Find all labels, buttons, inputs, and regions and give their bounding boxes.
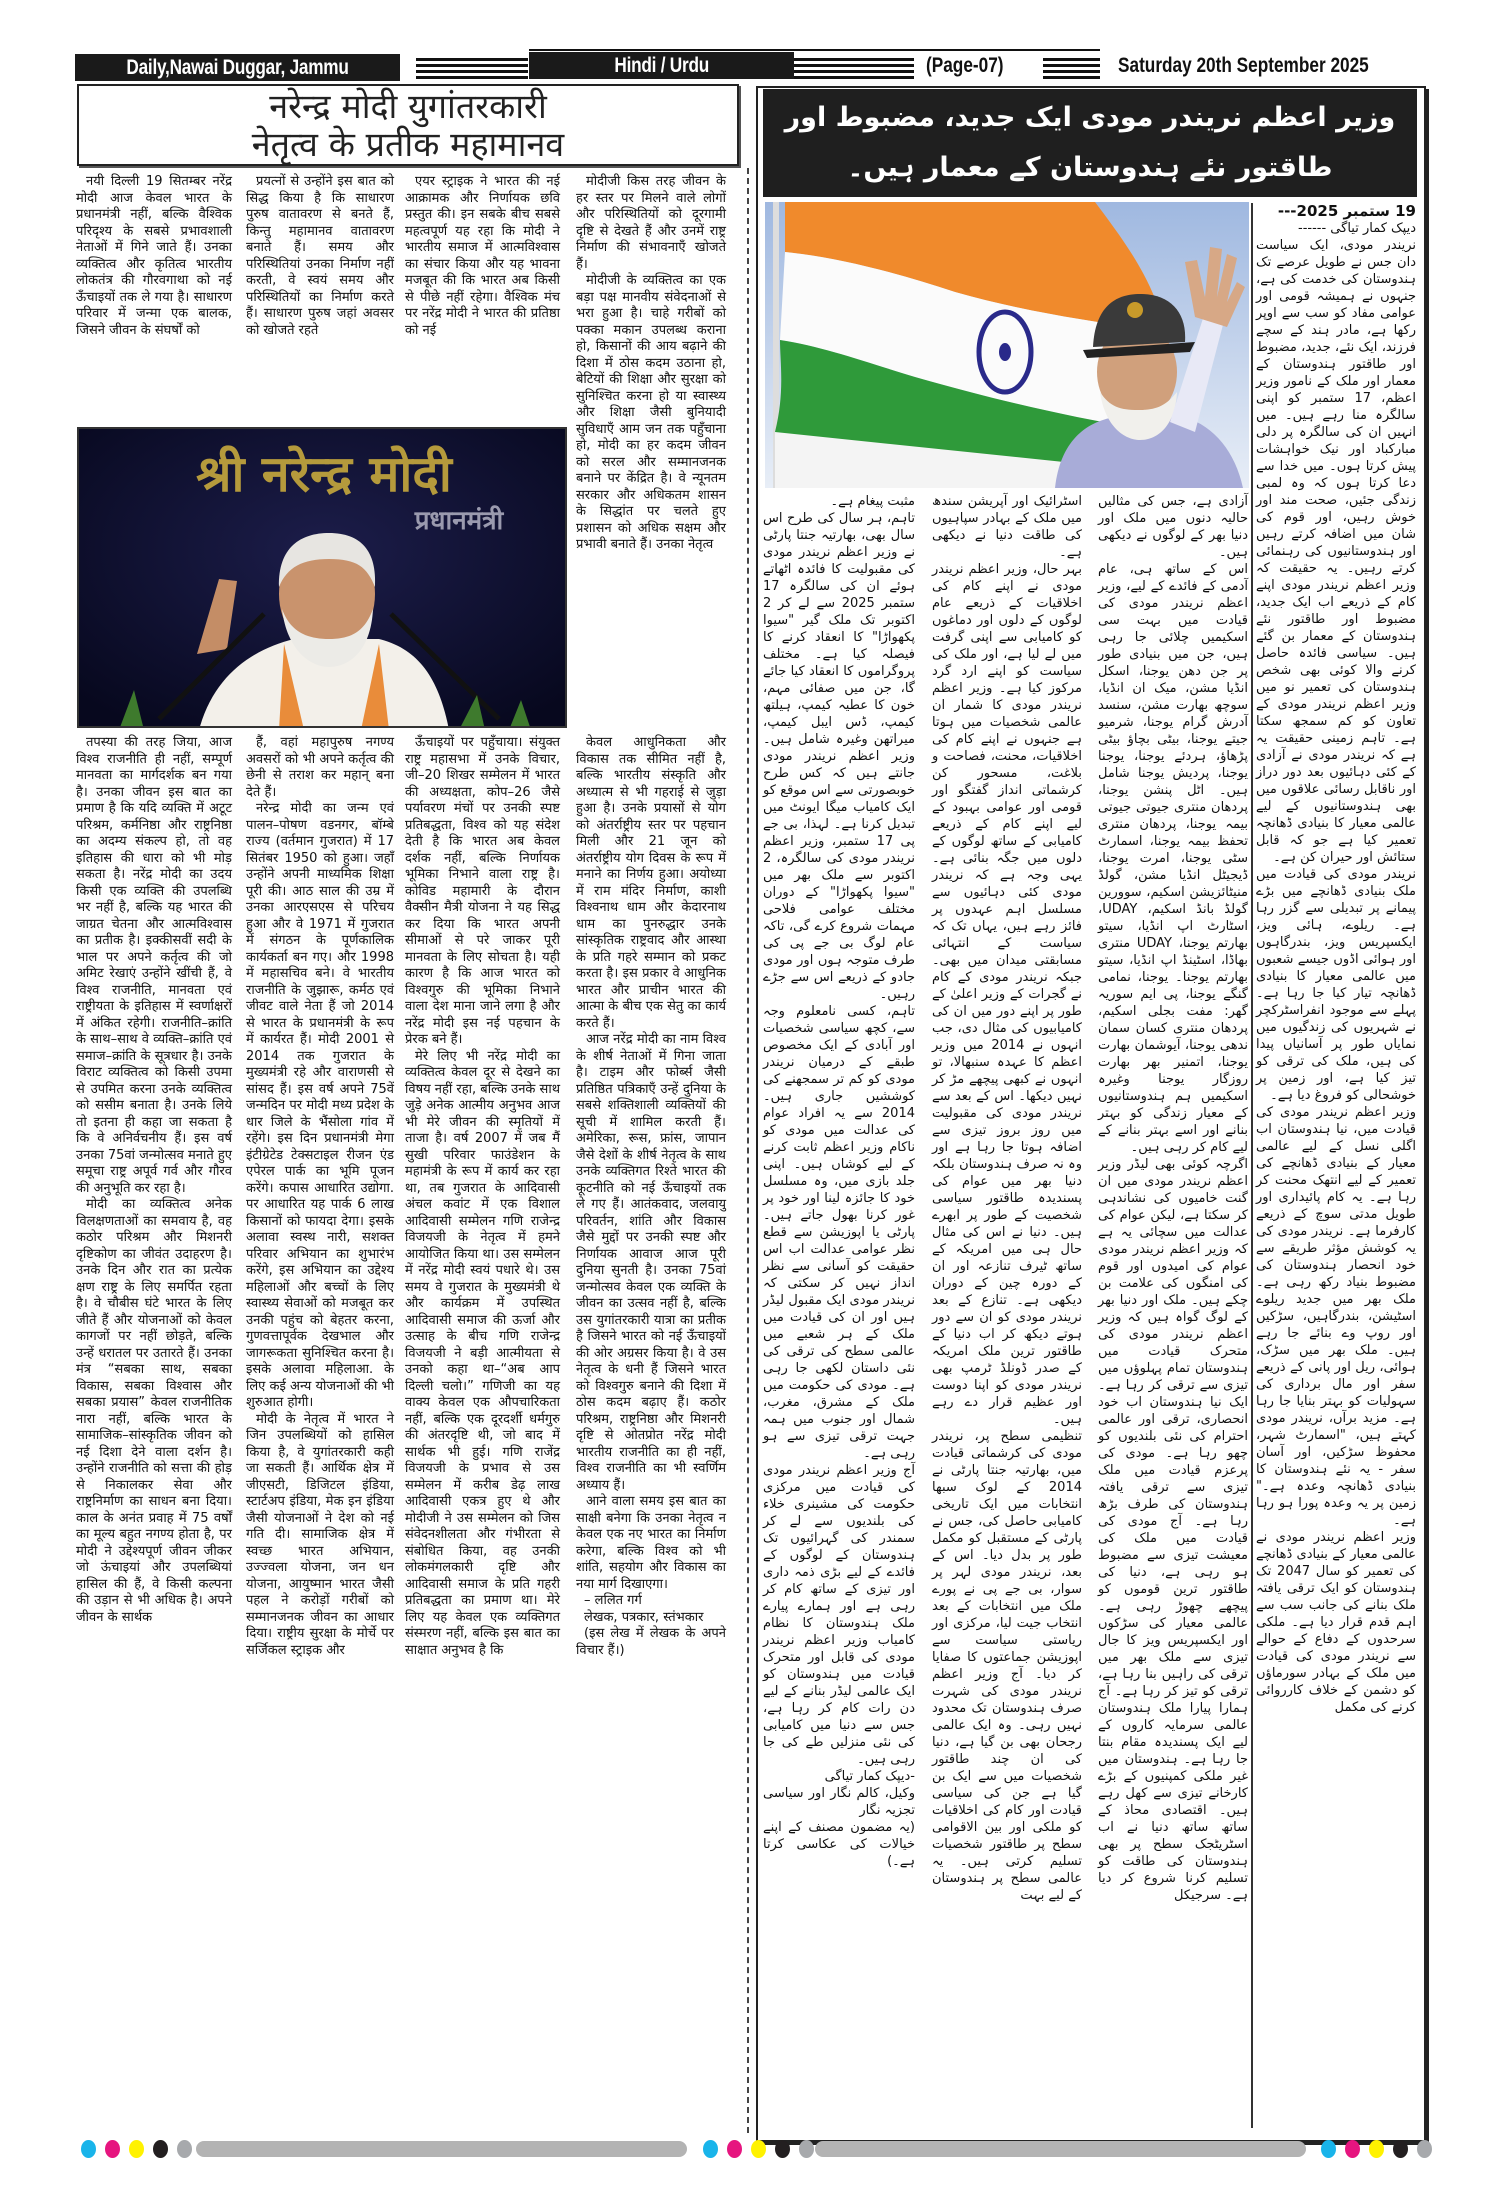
newspaper-name: Daily,Nawai Duggar, Jammu: [75, 54, 400, 81]
paragraph: اسٹرائیک اور آپریشن سندھ میں ملک کے بہادر سپاہیوں کی طاقت دنیا نے دیکھی ہے۔: [932, 494, 1082, 560]
hindi-column-6: [246, 735, 394, 1659]
urdu-dateline: 19 ستمبر 2025---: [1277, 202, 1416, 220]
paragraph: اگرچہ کوئی بھی لیڈر وزیر اعظم نریندر مودی میں ان گنت خامیوں کی نشاندہی کر سکتا ہے، لیکن عوام کی عدالت میں سچائی یہ ہے کہ وزیر اعظم نریندر مودی عوام کی امیدوں اور قوم کی امنگوں کی علامت بن چکے ہیں۔ ملک اور دنیا بھر کے لوگ گواہ ہیں کہ وزیر اعظم نریندر مودی کی متحرک قیادت میں ہندوستان تمام پہلوؤں میں تیزی سے ترقی کر رہا ہے۔ ایک نیا ہندوستان اب خود انحصاری، ترقی اور عالمی احترام کی نئی بلندیوں کو چھو رہا ہے۔ مودی کی پرعزم قیادت میں ملک تیزی سے ترقی یافتہ ہندوستان کی طرف بڑھ رہا ہے۔ آج مودی کی قیادت میں ملک کی معیشت تیزی سے مضبوط ہو رہی ہے، دنیا کی طاقتور ترین قوموں کو پیچھے چھوڑ رہی ہے۔ عالمی معیار کی سڑکوں اور ایکسپریس ویز کا جال تیزی سے ملک بھر میں ترقی کی راہیں بنا رہا ہے، ترقی کو تیز کر رہا ہے۔ آج ہمارا پیارا ملک ہندوستان عالمی سرمایہ کاروں کے لیے ایک پسندیدہ مقام بنتا جا رہا ہے۔ ہندوستان میں غیر ملکی کمپنیوں کے بڑے کارخانے تیزی سے کھل رہے ہیں۔ اقتصادی محاذ کے ساتھ ساتھ دنیا نے اب اسٹریٹجک سطح پر بھی ہندوستان کی طاقت کو تسلیم کرنا شروع کر دیا ہے۔ سرجیکل: [1098, 1157, 1248, 1903]
registration-dot: [799, 2140, 814, 2158]
paragraph: मोदीजी के व्यक्तित्व का एक बड़ा पक्ष मानवीय संवेदनाओं से भरा हुआ है। चाहे गरीबों को पक्का मकान उपलब्ध कराना हो, किसानों की आय बढ़ाने की दिशा में ठोस कदम उठाना हो, बेटियों की शिक्षा और सुरक्षा को सुनिश्चित करना हो या स्वास्थ्य और शिक्षा जैसी बुनियादी सुविधाएँ आम जन तक पहुँचाना हो, मोदी का हर कदम जीवन को सरल और सम्मानजनक बनाने पर केंद्रित है। वे न्यूनतम सरकार और अधिकतम शासन के सिद्धांत पर चलते हुए प्रशासन को अधिक सक्षम और प्रभावी बनाते हैं। उनका नेतृत्व: [576, 273, 726, 552]
urdu-headline: [763, 89, 1417, 197]
issue-date: Saturday 20th September 2025: [1118, 54, 1369, 77]
paragraph: نریندر مودی کی قیادت میں ملک بنیادی ڈھانچے میں بڑے پیمانے پر تبدیلی سے گزر رہا ہے۔ ریلوے، ہائی ویز، ایکسپریس ویز، بندرگاہوں اور ہوائی اڈوں جیسے شعبوں میں عالمی معیار کا بنیادی ڈھانچہ تیار کیا جا رہا ہے۔ پہلے سے موجود انفراسٹرکچر نے شہریوں کی زندگیوں میں نمایاں طور پر آسانیاں پیدا کی ہیں، ملک کی ترقی کو تیز کیا ہے، اور زمین پر خوشحالی کو فروغ دیا ہے۔: [1256, 867, 1416, 1103]
edition-label: Hindi / Urdu: [529, 52, 794, 79]
urdu-headline-line-2: طاقتور نئے ہندوستان کے معمار ہیں۔: [847, 152, 1333, 183]
registration-dot: [81, 2140, 96, 2158]
paragraph: नयी दिल्ली 19 सितम्बर नरेंद्र मोदी आज केवल भारत के प्रधानमंत्री नहीं, बल्कि वैश्विक परिदृश्य के सबसे प्रभावशाली नेताओं में गिने जाते हैं। उनका व्यक्तित्व और कृतित्व भारतीय लोकतंत्र की गौरवगाथा को नई ऊँचाइयों तक ले गया है। साधारण परिवार में जन्मा एक बालक, जिसने जीवन के संघर्षों को: [76, 174, 232, 338]
registration-bar: [815, 2141, 1306, 2157]
hindi-column-1: [76, 174, 232, 339]
urdu-column-2: [932, 493, 1082, 1904]
paragraph: प्रयत्नों से उन्होंने इस बात को सिद्ध किया है कि साधारण पुरुष वातावरण से बनते हैं, किन्तु महामानव वातावरण बनाते हैं। समय और परिस्थितियां उनका निर्माण नहीं करती, वे स्वयं समय और परिस्थितियों का निर्माण करते हैं। साधारण पुरुष जहां अवसर को खोजते रहते: [246, 174, 394, 338]
hindi-column-3: [405, 174, 560, 339]
registration-dot: [727, 2140, 742, 2158]
paragraph: وزیر اعظم نریندر مودی نے عالمی معیار کے بنیادی ڈھانچے کی تعمیر کو سال 2047 تک ہندوستان کو ایک ترقی یافتہ ملک بنانے کی جانب سب سے اہم قدم قرار دیا ہے۔ ملکی سرحدوں کے دفاع کے حوالے سے نریندر مودی کی قیادت میں ملک کے بہادر سورماؤں کو دشمن کے خلاف کارروائی کرنے کی مکمل: [1256, 1530, 1416, 1715]
column-divider: [1251, 203, 1253, 2128]
header-rule: [416, 58, 528, 79]
paragraph: آج وزیر اعظم نریندر مودی کی قیادت میں مرکزی حکومت کی مشینری خلاء کی بلندیوں سے لے کر سمندر کی گہرائیوں تک ہندوستان کے لوگوں کے فائدے کے لیے بڑی ذمہ داری اور تیزی کے ساتھ کام کر رہی ہے اور ہمارے پیارے ملک ہندوستان کا نظام کامیاب وزیر اعظم نریندر مودی کی قابل اور متحرک قیادت میں ہندوستان کو ایک عالمی لیڈر بنانے کے لیے دن رات کام کر رہا ہے، جس سے دنیا میں کامیابی کی نئی منزلیں طے کی جا رہی ہیں۔: [763, 1463, 915, 1767]
registration-dot: [129, 2140, 144, 2158]
hindi-column-7: [405, 735, 560, 1659]
hindi-headline-line-2: नेतृत्व के प्रतीक महामानव: [251, 125, 565, 165]
paragraph: आने वाला समय इस बात का साक्षी बनेगा कि उनका नेतृत्व न केवल एक नए भारत का निर्माण करेगा, बल्कि विश्व को भी शांति, सहयोग और विकास का नया मार्ग दिखाएगा।: [576, 1494, 726, 1592]
registration-bar: [196, 2141, 687, 2157]
hindi-column-8: [576, 735, 726, 1659]
registration-dot: [1321, 2140, 1336, 2158]
paragraph: तपस्या की तरह जिया, आज विश्व राजनीति ही नहीं, सम्पूर्ण मानवता का मार्गदर्शक बन गया है। उनका जीवन इस बात का प्रमाण है कि यदि व्यक्ति में अटूट परिश्रम, कर्मनिष्ठा और राष्ट्रनिष्ठा का अदम्य संकल्प हो, तो वह इतिहास की धारा को भी मोड़ सकता है। नरेंद्र मोदी का उदय किसी एक व्यक्ति की उपलब्धि भर नहीं है, बल्कि यह भारत की जाग्रत चेतना और आत्मविश्वास का प्रतीक है। इक्कीसवीं सदी के भाल पर अपने कर्तृत्व की जो अमिट रेखाएं उन्होंने खींची हैं, वे विश्व राजनीति, मानवता एवं राष्ट्रीयता के इतिहास में स्वर्णाक्षरों में अंकित रहेगी। राजनीति–क्रांति के साथ–साथ वे व्यक्ति–क्रांति एवं समाज–क्रांति के सूत्रधार है। उनके विराट व्यक्तित्व को किसी उपमा से उपमित करना उनके व्यक्तित्व को ससीम बनाता है। उनके लिये तो इतना ही कहा जा सकता है कि वे अनिर्वचनीय हैं। इस वर्ष उनका 75वां जन्मोत्सव मनाते हुए समूचा राष्ट्र अपूर्व गर्व और गौरव की अनुभूति कर रहा है।: [76, 735, 232, 1196]
hindi-column-5: [76, 735, 232, 1626]
urdu-author: -دیپک کمار تیاگی: [824, 1769, 915, 1784]
registration-dot: [703, 2140, 718, 2158]
paragraph: एयर स्ट्राइक ने भारत की नई आक्रामक और निर्णायक छवि प्रस्तुत की। इन सबके बीच सबसे महत्वपूर्ण यह रहा कि मोदी ने भारतीय समाज में आत्मविश्वास का संचार किया और यह भावना मजबूत की कि भारत अब किसी से पीछे नहीं रहेगा। वैश्विक मंच पर नरेंद्र मोदी ने भारत की प्रतिष्ठा को नई: [405, 174, 560, 338]
registration-dot: [153, 2140, 168, 2158]
paragraph: آزادی ہے، جس کی مثالیں حالیہ دنوں میں ملک اور دنیا بھر کے لوگوں نے دیکھی ہیں۔: [1098, 494, 1248, 560]
paragraph: नरेन्द्र मोदी का जन्म एवं पालन–पोषण वडनगर, बॉम्बे राज्य (वर्तमान गुजरात) में 17 सितंबर 1950 को हुआ। जहाँ उन्होंने अपनी माध्यमिक शिक्षा पूरी की। आठ साल की उम्र में उनका आरएसएस से परिचय हुआ और वे 1971 में गुजरात में संगठन के पूर्णकालिक कार्यकर्ता बन गए। और 1998 में महासचिव बने। वे भारतीय राजनीति के जुझारू, कर्मठ एवं जीवट वाले नेता हैं जो 2014 से भारत के प्रधानमंत्री के रूप में कार्यरत हैं। मोदी 2001 से 2014 तक गुजरात के मुख्यमंत्री रहे और वाराणसी से सांसद हैं। इस वर्ष अपने 75वें जन्मदिन पर मोदी मध्य प्रदेश के धार जिले के भैंसोला गांव में रहेंगे। इस दिन प्रधानमंत्री मेगा इंटीग्रेटेड टेक्सटाइल रीजन एंड एपेरल पार्क का भूमि पूजन करेंगे। कपास आधारित उद्योगा. पर आधारित यह पार्क 6 लाख किसानों को फायदा देगा। इसके अलावा स्वस्थ नारी, सशक्त परिवार अभियान का शुभारंभ करेंगे, इस अभियान का उद्देश्य महिलाओं और बच्चों के लिए स्वास्थ्य सेवाओं को मजबूत कर उनकी पहुंच को बेहतर करना, गुणवत्तापूर्वक देखभाल और जागरूकता सुनिश्चित करना है। इसके अलावा महिलाआ. के लिए कई अन्य योजनाओं की भी शुरुआत होगी।: [246, 801, 394, 1410]
registration-dot: [1393, 2140, 1408, 2158]
photo-subbanner-text: प्रधानमंत्री: [414, 506, 504, 536]
registration-dot: [1369, 2140, 1384, 2158]
hindi-author: – ललित गर्ग: [584, 1593, 642, 1608]
registration-dot: [1417, 2140, 1432, 2158]
urdu-column-3: [763, 493, 915, 1870]
paragraph: केवल आधुनिकता और विकास तक सीमित नहीं है, बल्कि भारतीय संस्कृति और अध्यात्म से भी गहराई से जुड़ा हुआ है। उनके प्रयासों से योग को अंतर्राष्ट्रीय स्तर पर पहचान मिली और 21 जून को अंतर्राष्ट्रीय योग दिवस के रूप में मनाने का निर्णय हुआ। अयोध्या में राम मंदिर निर्माण, काशी विश्वनाथ धाम और केदारनाथ धाम का पुनरुद्धार उनके सांस्कृतिक राष्ट्रवाद और आस्था के प्रति गहरे सम्मान को प्रकट करता है। इस प्रकार वे आधुनिक भारत और प्राचीन भारत की आत्मा के बीच एक सेतु का कार्य करते हैं।: [576, 735, 726, 1031]
photo-banner-text: श्री नरेन्द्र मोदी: [196, 445, 452, 503]
hindi-headline: [77, 84, 739, 166]
urdu-article-photo: [765, 202, 1249, 488]
paragraph: بہر حال، وزیر اعظم نریندر مودی نے اپنے کام کی اخلاقیات کے ذریعے عام لوگوں کے دلوں اور دماغوں کو کامیابی سے اپنی گرفت میں لے لیا ہے، اور ملک کی سیاست کو اپنے ارد گرد مرکوز کیا ہے۔ وزیر اعظم نریندر مودی کا شمار ان عالمی شخصیات میں ہوتا ہے جنہوں نے اپنے کام کی اخلاقیات، محنت، فصاحت و بلاغت، مسحور کن کرشماتی انداز گفتگو اور قومی اور عوامی بہبود کے لیے اپنے کام کے ذریعے کامیابی کے ساتھ لوگوں کے دلوں میں جگہ بنائی ہے۔ یہی وجہ ہے کہ نریندر مودی کئی دہائیوں سے مسلسل اہم عہدوں پر فائز رہے ہیں، یہاں تک کہ سیاست کے انتہائی مسابقتی میدان میں بھی۔ جبکہ نریندر مودی کے کام نے گجرات کے وزیر اعلیٰ کے طور پر اپنے دور میں ان کی کامیابیوں کی مثال دی، جب انہوں نے 2014 میں وزیر اعظم کا عہدہ سنبھالا، تو انہوں نے کبھی پیچھے مڑ کر نہیں دیکھا۔ اس کے بعد سے نریندر مودی کی مقبولیت میں روز بروز تیزی سے اضافہ ہوتا جا رہا ہے اور وہ نہ صرف ہندوستان بلکہ دنیا بھر میں عوام کی پسندیدہ طاقتور سیاسی شخصیت کے طور پر ابھرے ہیں۔ دنیا نے اس کی مثال حال ہی میں امریکہ کے ساتھ ٹیرف تنازعہ اور ان کے دورہ چین کے دوران دیکھی ہے۔ تنازع کے بعد نریندر مودی کو ان سے دور ہوتے دیکھ کر اب دنیا کے طاقتور ترین ملک امریکہ کے صدر ڈونلڈ ٹرمپ بھی نریندر مودی کو اپنا دوست اور عظیم قرار دے رہے ہیں۔: [932, 562, 1082, 1427]
registration-dot: [775, 2140, 790, 2158]
urdu-column-3-body: [763, 493, 915, 1768]
header-rule: [529, 49, 1100, 51]
paragraph: आज नरेंद्र मोदी का नाम विश्व के शीर्ष नेताओं में गिना जाता है। टाइम और फोर्ब्स जैसी प्रतिष्ठित पत्रिकाएँ उन्हें दुनिया के सबसे शक्तिशाली व्यक्तियों की सूची में शामिल करती हैं। अमेरिका, रूस, फ्रांस, जापान जैसे देशों के शीर्ष नेतृत्व के साथ उनके व्यक्तिगत रिश्ते भारत की कूटनीति को नई ऊँचाइयों तक ले गए हैं। आतंकवाद, जलवायु परिवर्तन, शांति और विकास जैसे मुद्दों पर उनकी स्पष्ट और निर्णायक आवाज आज पूरी दुनिया सुनती है। उनका 75वां जन्मोत्सव केवल एक व्यक्ति के जीवन का उत्सव नहीं है, बल्कि उस युगांतरकारी यात्रा का प्रतीक है जिसने भारत को नई ऊँचाइयों की ओर अग्रसर किया है। वे उस नेतृत्व के धनी हैं जिसने भारत को विश्वगुरु बनाने की दिशा में ठोस कदम बढ़ाए हैं। कठोर परिश्रम, राष्ट्रनिष्ठा और मिशनरी दृष्टि से ओतप्रोत नरेंद्र मोदी भारतीय राजनीति का ही नहीं, विश्व राजनीति का भी स्वर्णिम अध्याय हैं।: [576, 1032, 726, 1493]
hindi-article-photo: [77, 427, 567, 728]
registration-dot: [105, 2140, 120, 2158]
paragraph: ऊँचाइयों पर पहुँचाया। संयुक्त राष्ट्र महासभा में उनके विचार, जी–20 शिखर सम्मेलन में भारत की अध्यक्षता, कोप–26 जैसे पर्यावरण मंचों पर उनकी स्पष्ट प्रतिबद्धता, विश्व को यह संदेश देती है कि भारत अब केवल दर्शक नहीं, बल्कि निर्णायक भूमिका निभाने वाला राष्ट्र है। कोविड महामारी के दौरान वैक्सीन मैत्री योजना ने यह सिद्ध कर दिया कि भारत अपनी सीमाओं से परे जाकर पूरी मानवता के लिए सोचता है। यही कारण है कि आज भारत को विश्वगुरु की भूमिका निभाने वाला देश माना जाने लगा है और नरेंद्र मोदी इस नई पहचान के प्रेरक बने हैं।: [405, 735, 560, 1047]
paragraph: تاہم، ہر سال کی طرح اس سال بھی، بھارتیہ جنتا پارٹی نے وزیر اعظم نریندر مودی کی مقبولیت کا فائدہ اٹھاتے ہوئے ان کی سالگرہ 17 ستمبر 2025 سے لے کر 2 اکتوبر تک ملک گیر "سیوا پکھواڑا" کا انعقاد کرنے کا فیصلہ کیا ہے۔ مختلف پروگراموں کا انعقاد کیا جائے گا، جن میں صفائی مہم، خون کا عطیہ کیمپ، ہیلتھ کیمپ، ڈس ایبل کیمپ، میراتھن وغیرہ شامل ہیں۔ وزیر اعظم نریندر مودی جانتے ہیں کہ کس طرح خوبصورتی سے اس موقع کو ایک کامیاب میگا ایونٹ میں تبدیل کرنا ہے۔ لہذا، بی جے پی 17 ستمبر، وزیر اعظم نریندر مودی کی سالگرہ، 2 اکتوبر سے ملک بھر میں "سیوا پکھواڑا" کے دوران مختلف عوامی فلاحی مہمات شروع کرے گی، تاکہ عام لوگ بی جے پی کی طرف متوجہ ہوں اور مودی جادو کے ذریعے اس سے جڑے رہیں۔: [763, 511, 916, 1002]
hindi-disclaimer: (इस लेख में लेखक के अपने विचार हैं।): [576, 1626, 726, 1658]
urdu-right-column-body: [1256, 237, 1416, 1716]
paragraph: نریندر مودی، ایک سیاست دان جس نے طویل عرصے تک ہندوستان کی خدمت کی ہے، جنہوں نے ہمیشہ قومی اور عوامی مفاد کو سب سے اوپر رکھا ہے، مادر ہند کے سچے فرزند، ایک نئے، جدید، مضبوط اور طاقتور ہندوستان کے معمار اور ملک کے نامور وزیر اعظم، 17 ستمبر کو اپنی سالگرہ منا رہے ہیں۔ میں انہیں ان کی سالگرہ پر دلی مبارکباد اور نیک خواہشات پیش کرتا ہوں۔ میں خدا سے دعا کرتا ہوں کہ وہ لمبی زندگی جئیں، صحت مند اور خوش رہیں، اور قوم کی شان میں اضافہ کرتے رہیں اور ہندوستانیوں کی رہنمائی کرتے رہیں۔ یہ حقیقت کہ وزیر اعظم نریندر مودی اپنے کام کے ذریعے اب ایک جدید، مضبوط اور طاقتور نئے ہندوستان کے معمار بن گئے ہیں۔ سیاسی فائدہ حاصل کرنے والا کوئی بھی شخص ہندوستان کی تعمیر نو میں وزیر اعظم نریندر مودی کے تعاون کو کم سمجھ سکتا ہے۔ تاہم زمینی حقیقت یہ ہے کہ نریندر مودی نے آزادی کے کئی دہائیوں بعد دور دراز اور ناقابل رسائی علاقوں میں بھی ہندوستانیوں کے لیے عالمی معیار کا بنیادی ڈھانچہ تعمیر کیا ہے جو کہ قابل ستائش اور حیران کن ہے۔: [1256, 238, 1417, 865]
registration-dot: [751, 2140, 766, 2158]
urdu-right-column: [1256, 203, 1416, 1716]
paragraph: मेरे लिए भी नरेंद्र मोदी का व्यक्तित्व केवल दूर से देखने का विषय नहीं रहा, बल्कि उनके साथ जुड़े अनेक आत्मीय अनुभव आज भी मेरे जीवन की स्मृतियों में ताजा है। वर्ष 2007 में जब मैं सुखी परिवार फाउंडेशन के महामंत्री के रूप में कार्य कर रहा था, तब गुजरात के आदिवासी अंचल कवांट में एक विशाल आदिवासी सम्मेलन गणि राजेन्द्र विजयजी के नेतृत्व में हमने आयोजित किया था। उस सम्मेलन में नरेंद्र मोदी स्वयं पधारे थे। उस समय वे गुजरात के मुख्यमंत्री थे और कार्यक्रम में उपस्थित आदिवासी समाज की ऊर्जा और उत्साह के बीच गणि राजेन्द्र विजयजी ने बड़ी आत्मीयता से उनको कहा था–“अब आप दिल्ली चलो।” गणिजी का यह वाक्य केवल एक औपचारिकता नहीं, बल्कि एक दूरदर्शी धर्मगुरु की अंतरदृष्टि थी, जो बाद में सार्थक भी हुई। गणि राजेंद्र विजयजी के प्रभाव से उस सम्मेलन में करीब डेढ़ लाख आदिवासी एकत्र हुए थे और मोदीजी ने उस सम्मेलन को जिस संवेदनशीलता और गंभीरता से संबोधित किया, वह उनकी लोकमंगलकारी दृष्टि और आदिवासी समाज के प्रति गहरी प्रतिबद्धता का प्रमाण था। मेरे लिए यह केवल एक व्यक्तिगत संस्मरण नहीं, बल्कि इस बात का साक्षात अनुभव है कि: [405, 1048, 560, 1658]
registration-dot: [1345, 2140, 1360, 2158]
urdu-headline-line-1: وزیر اعظم نریندر مودی ایک جدید، مضبوط اور: [784, 102, 1396, 133]
urdu-author-role: وکیل، کالم نگار اور سیاسی تجزیہ نگار: [763, 1786, 915, 1818]
urdu-author-top: دیپک کمار تیاگی ------: [1298, 221, 1416, 236]
paragraph: مثبت پیغام ہے۔: [830, 494, 915, 509]
hindi-column-4: [576, 174, 726, 554]
paragraph: मोदी का व्यक्तित्व अनेक विलक्षणताओं का समवाय है, वह कठोर परिश्रम और मिशनरी दृष्टिकोण का जीवंत उदाहरण है। उनके दिन और रात का प्रत्येक क्षण राष्ट्र के लिए समर्पित रहता है। वे चौबीस घंटे भारत के लिए जीते हैं और योजनाओं को केवल कागजों पर नहीं छोड़ते, बल्कि उन्हें धरातल पर उतारते हैं। उनका मंत्र “सबका साथ, सबका विकास, सबका विश्वास और सबका प्रयास” केवल राजनीतिक नारा नहीं, बल्कि भारत के सामाजिक–सांस्कृतिक जीवन को नई दिशा देने वाला दर्शन है। उन्होंने राजनीति को सत्ता की होड़ से निकालकर सेवा और राष्ट्रनिर्माण का साधन बना दिया। काल के अनंत प्रवाह में 75 वर्षों का मूल्य बहुत नगण्य होता है, पर मोदी ने उद्देश्यपूर्ण जीवन जीकर जो ऊंचाइयां और उपलब्धियां हासिल की हैं, वे किसी कल्पना की उड़ान से भी अधिक है। अपने जीवन के सार्थक: [76, 1197, 232, 1625]
header-rule: [794, 58, 914, 79]
hindi-headline-line-1: नरेन्द्र मोदी युगांतरकारी: [269, 87, 547, 127]
modi-speaking-photo: [79, 429, 567, 728]
paragraph: وزیر اعظم نریندر مودی کی قیادت میں، نیا ہندوستان اب اگلی نسل کے لیے عالمی معیار کے بنیادی ڈھانچے کی تعمیر کے لیے انتھک محنت کر رہا ہے۔ یہ کام پائیداری اور طویل مدتی سوچ کے ذریعے کارفرما ہے۔ نریندر مودی کی یہ کوشش مؤثر طریقے سے خود انحصار ہندوستان کی مضبوط بنیاد رکھ رہی ہے۔ ملک بھر میں جدید ریلوے اسٹیشن، بندرگاہیں، سڑکیں اور روپ وے بنائے جا رہے ہیں۔ ملک بھر میں سڑک، ہوائی، ریل اور پانی کے ذریعے سفر اور مال برداری کی سہولیات کو بہتر بنایا جا رہا ہے۔ مزید برآں، نریندر مودی کہتے ہیں، "اسمارٹ شہر، محفوظ سڑکیں، اور آسان سفر - یہ نئے ہندوستان کا بنیادی ڈھانچہ وعدہ ہے۔" زمین پر یہ وعدہ پورا ہو رہا ہے۔: [1256, 1105, 1416, 1528]
header-rule: [1043, 58, 1100, 79]
paragraph: मोदीजी किस तरह जीवन के हर स्तर पर मिलने वाले लोगों और परिस्थितियों को दूरगामी दृष्टि से देखते हैं और उनमें राष्ट्र निर्माण की संभावनाएँ खोजते हैं।: [576, 174, 726, 272]
paragraph: تنظیمی سطح پر، نریندر مودی کی کرشماتی قیادت میں، بھارتیہ جنتا پارٹی نے 2014 کے لوک سبھا انتخابات میں ایک تاریخی کامیابی حاصل کی، جس نے پارٹی کے مستقبل کو مکمل طور پر بدل دیا۔ اس کے بعد، نریندر مودی لہر پر سوار، بی جے پی نے پورے ملک میں انتخابات کے بعد انتخاب جیت لیا، مرکزی اور ریاستی سیاست سے اپوزیشن جماعتوں کا صفایا کر دیا۔ آج وزیر اعظم نریندر مودی کی شہرت صرف ہندوستان تک محدود نہیں رہی۔ وہ ایک عالمی رجحان بھی بن گیا ہے، دنیا کی ان چند طاقتور شخصیات میں سے ایک بن گیا ہے جن کی سیاسی قیادت اور کام کی اخلاقیات کو ملکی اور بین الاقوامی سطح پر طاقتور شخصیات تسلیم کرتی ہیں۔ یہ عالمی سطح پر ہندوستان کے لیے بہت: [932, 1429, 1082, 1903]
registration-dot: [177, 2140, 192, 2158]
urdu-column-1: [1098, 493, 1248, 1904]
paragraph: मोदी के नेतृत्व में भारत ने जिन उपलब्धियों को हासिल किया है, वे युगांतरकारी कही जा सकती हैं। आर्थिक क्षेत्र में जीएसटी, डिजिटल इंडिया, स्टार्टअप इंडिया, मेक इन इंडिया जैसी योजनाओं ने देश को नई गति दी। सामाजिक क्षेत्र में स्वच्छ भारत अभियान, उज्ज्वला योजना, जन धन योजना, आयुष्मान भारत जैसी पहल ने करोड़ों गरीबों को सम्मानजनक जीवन का आधार दिया। राष्ट्रीय सुरक्षा के मोर्चे पर सर्जिकल स्ट्राइक और: [246, 1411, 394, 1658]
urdu-disclaimer: (یہ مضمون مصنف کے اپنے خیالات کی عکاسی کرتا ہے۔): [763, 1820, 915, 1869]
modi-waving-flag-photo: [765, 202, 1249, 488]
paragraph: اس کے ساتھ ہی، عام آدمی کے فائدے کے لیے، وزیر اعظم نریندر مودی کی قیادت میں بہت سی اسکیمیں چلائی جا رہی ہیں، جن میں بنیادی طور پر جن دھن یوجنا، اسکل انڈیا مشن، میک ان انڈیا، سوچھ بھارت مشن، سنسد آدرش گرام یوجنا، شرمیو جیتے یوجنا، بیٹی بچاؤ بیٹی پڑھاؤ، ہردئے یوجنا، یوجنا یوجنا، پردیش یوجنا شامل ہیں۔ اٹل پنشن یوجنا، پردھان منتری جیوتی جیوتی بیمہ یوجنا، پردھان منتری تحفظ بیمہ یوجنا، اسمارٹ سٹی یوجنا، امرت یوجنا، ڈیجیٹل انڈیا مشن، گولڈ منیٹائزیشن اسکیم، سوورین گولڈ بانڈ اسکیم، UDAY، اسٹارٹ اپ انڈیا، سیتو بھارتم یوجنا، UDAY منتری بھاڈا، اسٹینڈ اپ انڈیا، سیتو بھارتم یوجنا۔ یوجنا، نمامی گنگے یوجنا، پی ایم سوریہ گھر: مفت بجلی اسکیم، پردھان منتری کسان سمان ندھی یوجنا، آیوشمان بھارت یوجنا، اتمنیر بھر بھارت روزگار یوجنا وغیرہ اسکیمیں ہم ہندوستانیوں کے معیار زندگی کو بہتر بنانے اور اسے بہتر بنانے کے لیے کام کر رہی ہیں۔: [1098, 562, 1248, 1155]
hindi-column-8-body: [576, 735, 726, 1593]
page-number: (Page-07): [926, 54, 1004, 77]
paragraph: हैं, वहां महापुरुष नगण्य अवसरों को भी अपने कर्तृत्व की छेनी से तराश कर महान् बना देते हैं।: [246, 735, 394, 800]
paragraph: تاہم، کسی نامعلوم وجہ سے، کچھ سیاسی شخصیات اور آبادی کے ایک مخصوص طبقے کے درمیان نریندر مودی کو کم تر سمجھنے کی کوششیں جاری ہیں۔ 2014 سے یہ افراد عوام کی عدالت میں مودی کو ناکام وزیر اعظم ثابت کرنے کے لیے کوشاں ہیں۔ اپنی جلد بازی میں، وہ مسلسل خود کا جائزہ لینا اور خود پر غور کرنا بھول جاتے ہیں۔ پارٹی یا اپوزیشن سے قطع نظر عوامی عدالت اب اس حقیقت کو آسانی سے نظر انداز نہیں کر سکتی کہ نریندر مودی ایک مقبول لیڈر ہیں اور ان کی قیادت میں ملک کے ہر شعبے میں عالمی سطح کی ترقی کی نئی داستان لکھی جا رہی ہے۔ مودی کی حکومت میں ملک کے مشرق، مغرب، شمال اور جنوب میں ہمہ جہت ترقی تیزی سے ہو رہی ہے۔: [763, 1004, 915, 1461]
hindi-column-2: [246, 174, 394, 339]
column-divider: [747, 168, 749, 2133]
hindi-author-role: लेखक, पत्रकार, स्तंभकार: [584, 1609, 704, 1625]
